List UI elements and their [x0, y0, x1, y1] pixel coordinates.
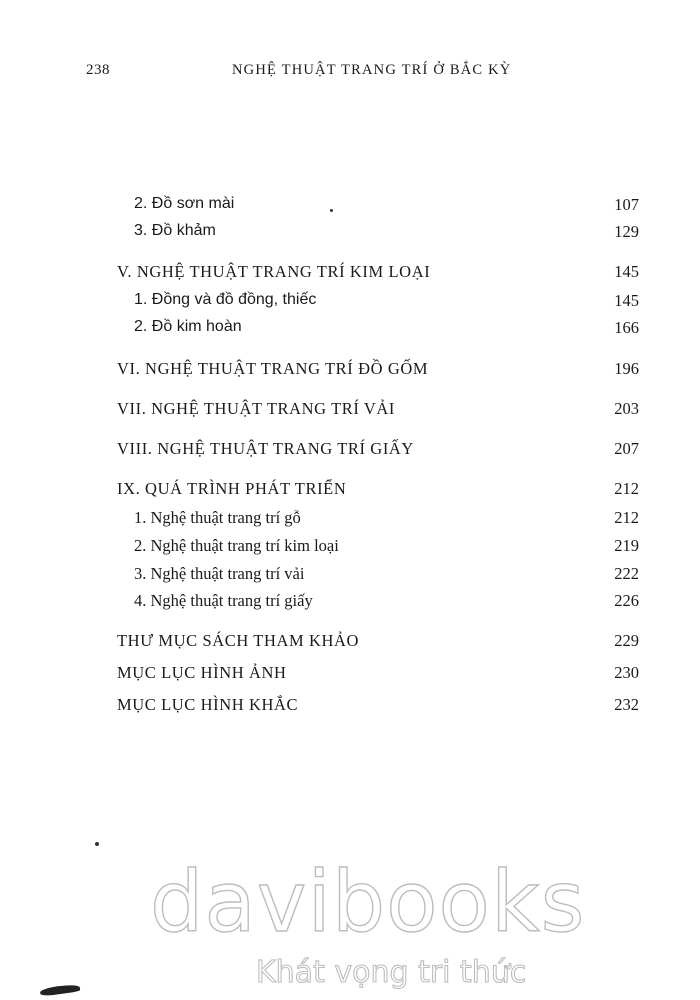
toc-entry-page: 145 [614, 291, 639, 310]
toc-entry-label: VI. NGHỆ THUẬT TRANG TRÍ ĐỒ GỐM [117, 359, 429, 378]
scan-speck [95, 842, 99, 846]
toc-entry [0, 195, 700, 221]
toc-entry-page: 229 [614, 631, 639, 650]
toc-entry-label: 2. Đồ kim hoàn [134, 318, 242, 335]
toc-entry [0, 695, 700, 721]
toc-entry-label: 3. Đồ khảm [134, 222, 216, 239]
toc-entry-page: 212 [614, 508, 639, 527]
toc-entry-page: 230 [614, 663, 639, 682]
toc-entry-page: 222 [614, 564, 639, 583]
toc-entry-label: THƯ MỤC SÁCH THAM KHẢO [117, 631, 360, 650]
watermark-slogan: Khát vọng tri thức [256, 955, 527, 990]
watermark [0, 853, 700, 1000]
page-header [0, 62, 700, 86]
toc-entry [0, 399, 700, 425]
toc-entry [0, 222, 700, 248]
toc-entry [0, 359, 700, 385]
toc-entry-page: 129 [614, 222, 639, 241]
toc-entry [0, 663, 700, 689]
toc-entry [0, 318, 700, 344]
toc-entry-page: 212 [614, 479, 639, 498]
toc-entry-page: 226 [614, 591, 639, 610]
toc-entry-page: 219 [614, 536, 639, 555]
toc-entry-label: 4. Nghệ thuật trang trí giấy [134, 591, 313, 610]
toc-entry-label: MỤC LỤC HÌNH KHẮC [117, 695, 299, 714]
scan-speck [330, 209, 333, 212]
toc-entry [0, 439, 700, 465]
toc-entry [0, 591, 700, 617]
toc-entry-page: 207 [614, 439, 639, 458]
toc-entry-label: MỤC LỤC HÌNH ẢNH [117, 663, 287, 682]
toc-entry [0, 508, 700, 534]
toc-entry [0, 536, 700, 562]
toc-entry [0, 262, 700, 288]
toc-entry [0, 479, 700, 505]
toc-entry-page: 196 [614, 359, 639, 378]
toc-entry-page: 145 [614, 262, 639, 281]
toc-entry-label: VIII. NGHỆ THUẬT TRANG TRÍ GIẤY [117, 439, 414, 458]
toc-entry-page: 203 [614, 399, 639, 418]
toc-entry-label: 3. Nghệ thuật trang trí vải [134, 564, 305, 583]
toc-entry-label: VII. NGHỆ THUẬT TRANG TRÍ VẢI [117, 399, 396, 418]
toc-entry-page: 107 [614, 195, 639, 214]
toc-entry-label: 1. Nghệ thuật trang trí gỗ [134, 508, 301, 527]
toc-entry-label: 2. Nghệ thuật trang trí kim loại [134, 536, 339, 555]
toc-entry-label: IX. QUÁ TRÌNH PHÁT TRIỂN [117, 479, 347, 498]
watermark-brand: davibooks [150, 853, 586, 951]
running-title: NGHỆ THUẬT TRANG TRÍ Ở BẮC KỲ [232, 62, 512, 78]
toc-entry-page: 232 [614, 695, 639, 714]
toc-entry [0, 564, 700, 590]
toc-entry-label: 2. Đồ sơn mài [134, 195, 235, 212]
toc-entry [0, 631, 700, 657]
toc-entry-label: 1. Đồng và đồ đồng, thiếc [134, 291, 317, 308]
toc-entry-page: 166 [614, 318, 639, 337]
toc-entry-label: V. NGHỆ THUẬT TRANG TRÍ KIM LOẠI [117, 262, 431, 281]
toc-entry [0, 291, 700, 317]
page-number: 238 [86, 62, 110, 78]
